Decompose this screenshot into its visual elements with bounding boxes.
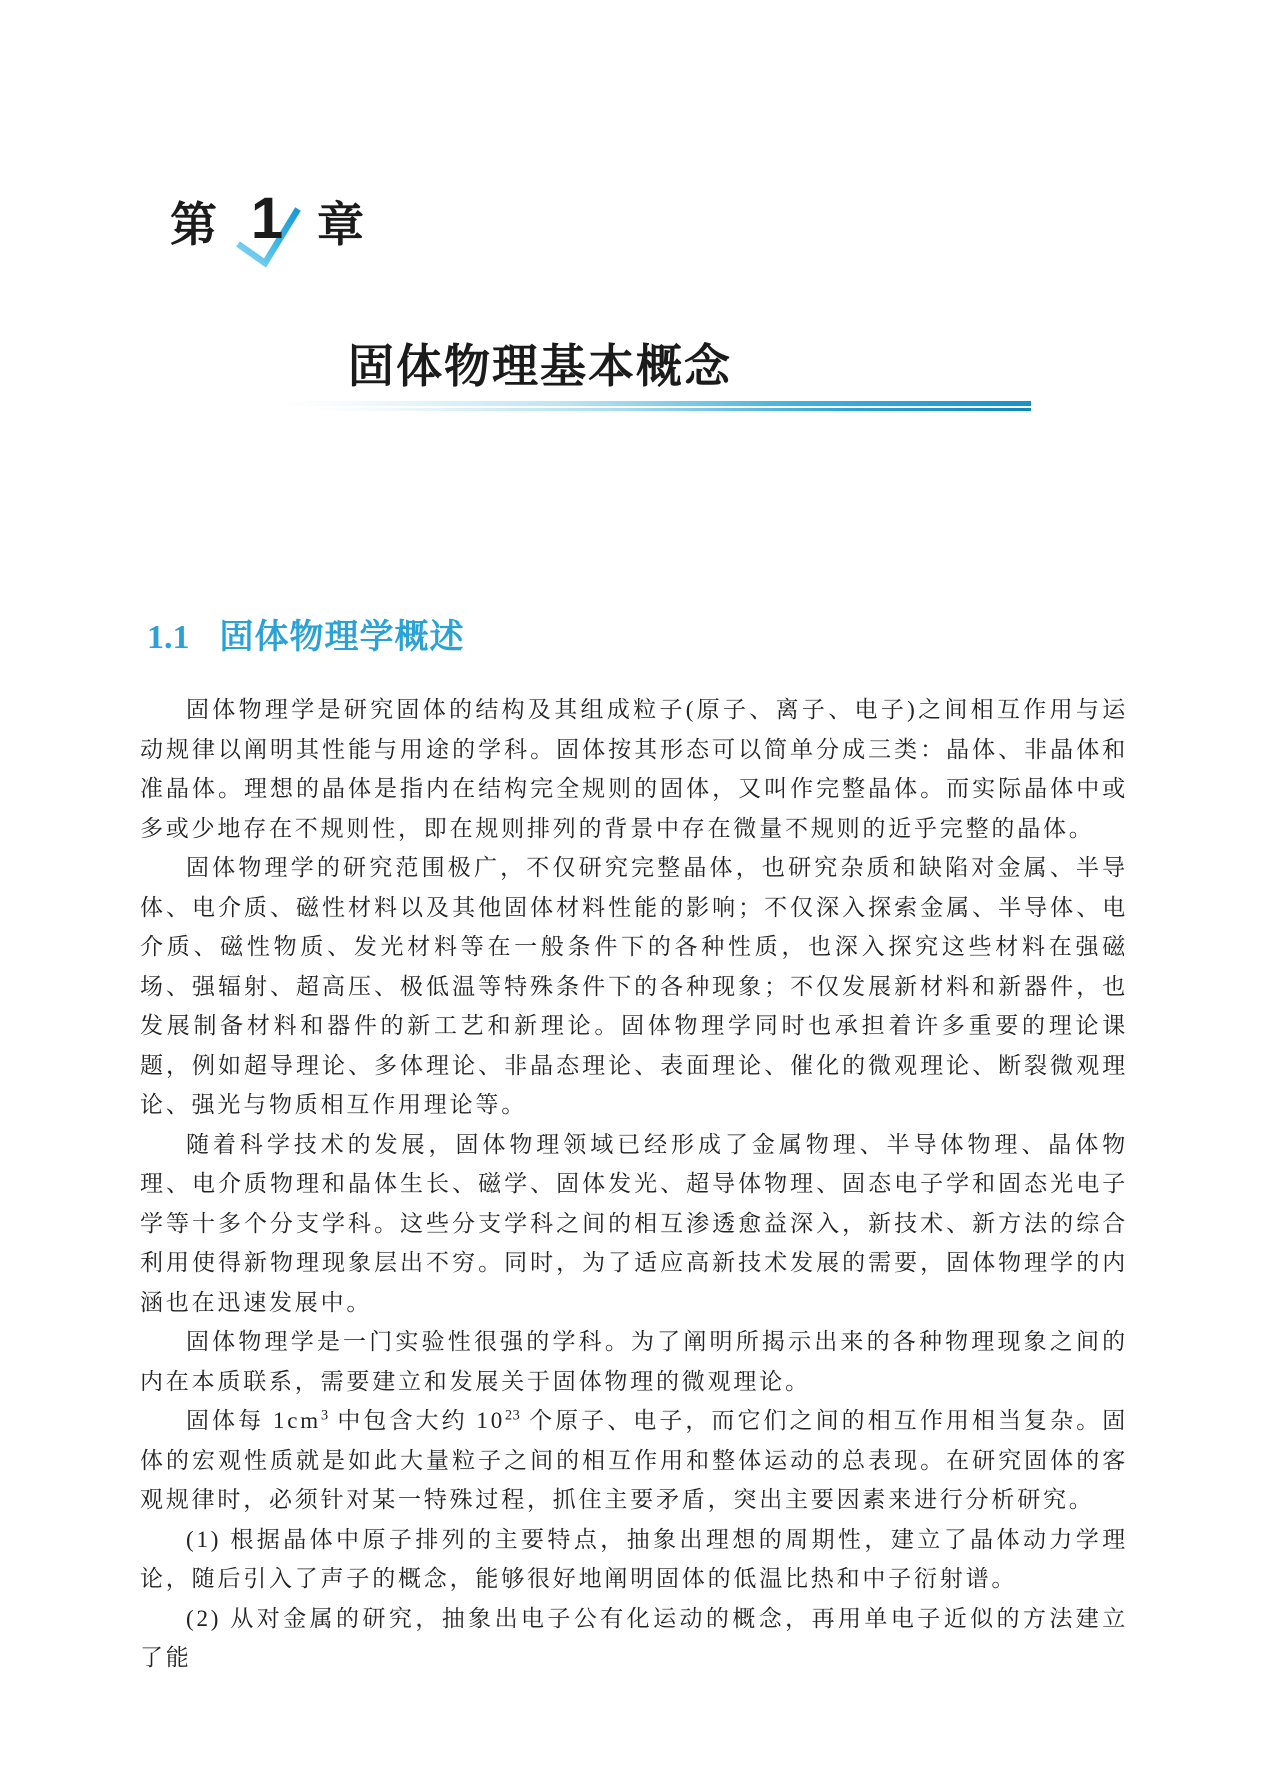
section-number: 1.1 (147, 619, 190, 656)
chapter-title: 固体物理基本概念 (348, 340, 732, 392)
body-paragraph: (1) 根据晶体中原子排列的主要特点，抽象出理想的周期性，建立了晶体动力学理论，随后引入了声子的概念，能够很好地阐明固体的低温比热和中子衍射谱。 (140, 1526, 1128, 1591)
chapter-heading (170, 186, 364, 251)
superscript: 3 (320, 1407, 329, 1424)
title-underline-bottom-stripe (283, 408, 1031, 411)
superscript: 23 (505, 1407, 521, 1424)
chapter-number (238, 186, 296, 251)
title-underline (283, 401, 1031, 411)
body-paragraph: 随着科学技术的发展，固体物理领域已经形成了金属物理、半导体物理、晶体物理、电介质物理和晶体生长、磁学、固体发光、超导体物理、固态电子学和固态光电子学等十多个分支学科。这些分支学科之间的相互渗透愈益深入，新技术、新方法的综合利用使得新物理现象层出不穷。同时，为了适应高新技术发展的需要，固体物理学的内涵也在迅速发展中。 (140, 1131, 1128, 1315)
body-paragraph: 固体物理学的研究范围极广，不仅研究完整晶体，也研究杂质和缺陷对金属、半导体、电介质、磁性材料以及其他固体材料性能的影响；不仅深入探索金属、半导体、电介质、磁性物质、发光材料等在一般条件下的各种性质，也深入探究这些材料在强磁场、强辐射、超高压、极低温等特殊条件下的各种现象；不仅发展新材料和新器件，也发展制备材料和器件的新工艺和新理论。固体物理学同时也承担着许多重要的理论课题，例如超导理论、多体理论、非晶态理论、表面理论、催化的微观理论、断裂微观理论、强光与物质相互作用理论等。 (140, 855, 1128, 1117)
body-paragraph: 固体每 $1cm^3$ 中包含大约 $10^{23}$ 个原子、电子，而它们之间的相互作用相当复杂。固体的宏观性质就是如此大量粒子之间的相互作用和整体运动的总表现。在研究固体的客观规律时，必须针对某一特殊过程，抓住主要矛盾，突出主要因素来进行分析研究。 (140, 1407, 1128, 1512)
body-paragraph: 固体物理学是研究固体的结构及其组成粒子(原子、离子、电子)之间相互作用与运动规律以阐明其性能与用途的学科。固体按其形态可以简单分成三类：晶体、非晶体和准晶体。理想的晶体是指内在结构完全规则的固体，又叫作完整晶体。而实际晶体中或多或少地存在不规则性，即在规则排列的背景中存在微量不规则的近乎完整的晶体。 (140, 697, 1128, 841)
chapter-suffix: 章 (317, 198, 364, 251)
section-heading (147, 618, 465, 659)
title-underline-top-stripe (283, 401, 1031, 406)
body-text (140, 690, 1128, 1678)
chapter-number-digit: 1 (250, 186, 284, 251)
chapter-prefix: 第 (170, 198, 217, 251)
body-paragraph: (2) 从对金属的研究，抽象出电子公有化运动的概念，再用单电子近似的方法建立了能 (140, 1605, 1128, 1670)
section-title: 固体物理学概述 (219, 619, 465, 656)
body-paragraph: 固体物理学是一门实验性很强的学科。为了阐明所揭示出来的各种物理现象之间的内在本质联系，需要建立和发展关于固体物理的微观理论。 (140, 1329, 1128, 1394)
